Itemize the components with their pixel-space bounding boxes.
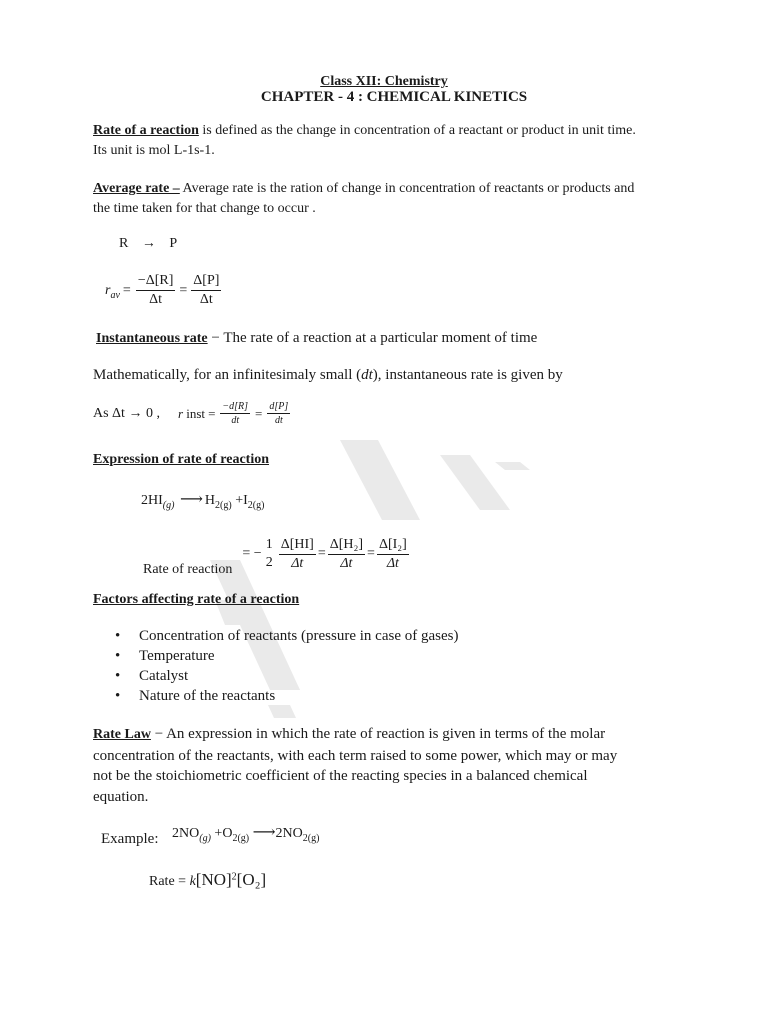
- class-title: [0, 74, 768, 90]
- rate-law-term: Rate Law: [93, 727, 151, 742]
- average-rate-text-1: Average rate is the ration of change in concentration of reactants or products and: [179, 181, 635, 196]
- hi-product-1: H: [204, 493, 216, 508]
- rinst-den-2: dt: [274, 415, 283, 426]
- hi-product-2: I: [243, 493, 248, 508]
- rav-equals-2: =: [179, 282, 188, 298]
- list-item: [93, 626, 458, 646]
- rinst-den-1: dt: [231, 415, 240, 426]
- rate-term: Rate of a reaction: [93, 123, 199, 138]
- bullet-icon: •: [115, 688, 121, 704]
- instantaneous-rate-text: − The rate of a reaction at a particular moment of time: [207, 330, 538, 346]
- class-title-text: Class XII: Chemistry: [320, 74, 448, 89]
- bullet-icon: •: [115, 668, 121, 684]
- arrow-icon: →: [141, 236, 156, 251]
- rinst-symbol: [178, 406, 205, 422]
- rinst-equals: =: [208, 405, 216, 421]
- mathematically-text-1: Mathematically, for an infinitesimaly small (: [93, 367, 362, 383]
- i2-num: Δ[I₂]: [377, 536, 409, 555]
- half-den: 2: [265, 555, 273, 570]
- bullet-icon: •: [115, 628, 121, 644]
- hi-decomposition-reaction: [141, 489, 264, 509]
- rav-sub: av: [110, 289, 120, 301]
- long-arrow-icon: ⟶: [252, 824, 276, 841]
- half-num: 1: [265, 537, 273, 552]
- rav-num-1: −Δ[R]: [136, 272, 176, 291]
- rate-law-line-4: equation.: [93, 788, 149, 805]
- instantaneous-rate-term: Instantaneous rate: [96, 331, 208, 346]
- rate-law-line-3: not be the stoichiometric coefficient of the reacting species in a balanced chemical: [93, 768, 588, 784]
- hi-num: Δ[HI]: [279, 536, 316, 555]
- h2-num: Δ[H₂]: [328, 536, 365, 555]
- average-rate-text-2: the time taken for that change to occur .: [93, 201, 316, 216]
- hi-lhs-sub: (g): [162, 499, 175, 511]
- rate-constant-k: k: [189, 874, 196, 889]
- rinst-num-1: −d[R]: [222, 401, 249, 412]
- average-rate-definition: [93, 179, 733, 219]
- o2-reactant: O: [222, 826, 233, 841]
- rinst-equals-2: =: [255, 405, 263, 421]
- mathematically-dt: dt: [361, 367, 373, 383]
- reaction-r-to-p: [119, 236, 177, 252]
- no-reactant: 2NO: [172, 826, 200, 841]
- hi-den: Δt: [291, 555, 304, 571]
- rav-den-1: Δt: [149, 292, 163, 307]
- hi-product-1-sub: 2(g): [215, 499, 232, 511]
- rate-definition: [93, 121, 733, 161]
- rate-eq-1: =: [317, 546, 326, 561]
- rav-fraction-1: [136, 272, 176, 309]
- i2-fraction: [377, 536, 409, 573]
- factor-text: Temperature: [139, 648, 215, 664]
- bullet-icon: •: [115, 648, 121, 664]
- no2-product: 2NO: [275, 826, 303, 841]
- rate-expression-eq-neg: = −: [242, 546, 262, 561]
- rinst-r: r: [177, 405, 184, 421]
- factor-text: Nature of the reactants: [139, 688, 276, 704]
- rate-text-2: Its unit is mol L-1s-1.: [93, 143, 215, 158]
- h2-fraction: [328, 536, 365, 573]
- rinst-sub: inst: [186, 405, 206, 421]
- o2-reactant-sub: 2(g): [232, 832, 250, 844]
- rinst-num-2: d[P]: [269, 401, 289, 412]
- rate-no-exponent: 2: [231, 871, 237, 883]
- rav-den-2: Δt: [199, 292, 213, 307]
- rate-law-line-2: concentration of the reactants, with each term raised to some power, which may or may: [93, 747, 618, 764]
- rav-symbol: [105, 283, 120, 299]
- example-label: Example:: [101, 831, 159, 847]
- rav-r: r: [105, 282, 111, 298]
- half-fraction: [264, 536, 275, 572]
- hi-plus: +: [235, 493, 244, 508]
- rate-expression-label: Rate of reaction: [143, 562, 233, 577]
- rate-lhs: Rate =: [149, 874, 190, 889]
- average-rate-term: Average rate –: [93, 181, 180, 196]
- rate-no-term: [NO]: [195, 870, 232, 889]
- rate-o2-term: [O₂]: [236, 870, 267, 889]
- instantaneous-rate-equation: [93, 400, 292, 427]
- factor-text: Concentration of reactants (pressure in case of gases): [139, 628, 459, 644]
- hi-fraction: [279, 536, 316, 573]
- rate-text-1: is defined as the change in concentration of a reactant or product in unit time.: [198, 123, 636, 138]
- chapter-title: CHAPTER - 4 : CHEMICAL KINETICS: [260, 89, 528, 105]
- expression-heading: Expression of rate of reaction: [93, 452, 270, 467]
- mathematically-line: [93, 367, 563, 384]
- product-p: P: [169, 236, 178, 251]
- rav-num-2: Δ[P]: [191, 272, 221, 291]
- factors-heading: Factors affecting rate of a reaction: [93, 592, 300, 607]
- example-plus: +: [214, 826, 223, 841]
- rate-expression: [143, 530, 411, 578]
- rate-law-line-1: − An expression in which the rate of reaction is given in terms of the molar: [150, 726, 606, 742]
- factor-text: Catalyst: [139, 668, 189, 684]
- rinst-fraction-2: [267, 400, 290, 427]
- factors-list: [93, 626, 458, 706]
- rate-law-equation: [149, 870, 266, 890]
- hi-lhs: 2HI: [141, 493, 163, 508]
- rav-equals: =: [122, 282, 131, 298]
- mathematically-text-2: ), instantaneous rate is given by: [372, 367, 563, 383]
- reactant-r: R: [119, 236, 129, 251]
- hi-product-2-sub: 2(g): [247, 499, 265, 511]
- h2-den: Δt: [340, 555, 353, 571]
- inst-prefix: As Δt → 0 ,: [93, 405, 160, 421]
- instantaneous-rate-definition: [96, 330, 537, 347]
- i2-den: Δt: [386, 555, 399, 571]
- long-arrow-icon: ⟶: [179, 491, 203, 508]
- list-item: [93, 686, 458, 706]
- no-oxidation-reaction: [172, 822, 319, 842]
- list-item: [93, 646, 458, 666]
- rate-law-definition: [93, 724, 733, 807]
- rate-eq-2: =: [367, 546, 375, 561]
- average-rate-equation: [105, 272, 223, 309]
- no2-product-sub: 2(g): [302, 832, 320, 844]
- no-reactant-sub: (g): [199, 832, 211, 844]
- list-item: [93, 666, 458, 686]
- rav-fraction-2: [191, 272, 221, 309]
- rinst-fraction-1: [220, 400, 250, 427]
